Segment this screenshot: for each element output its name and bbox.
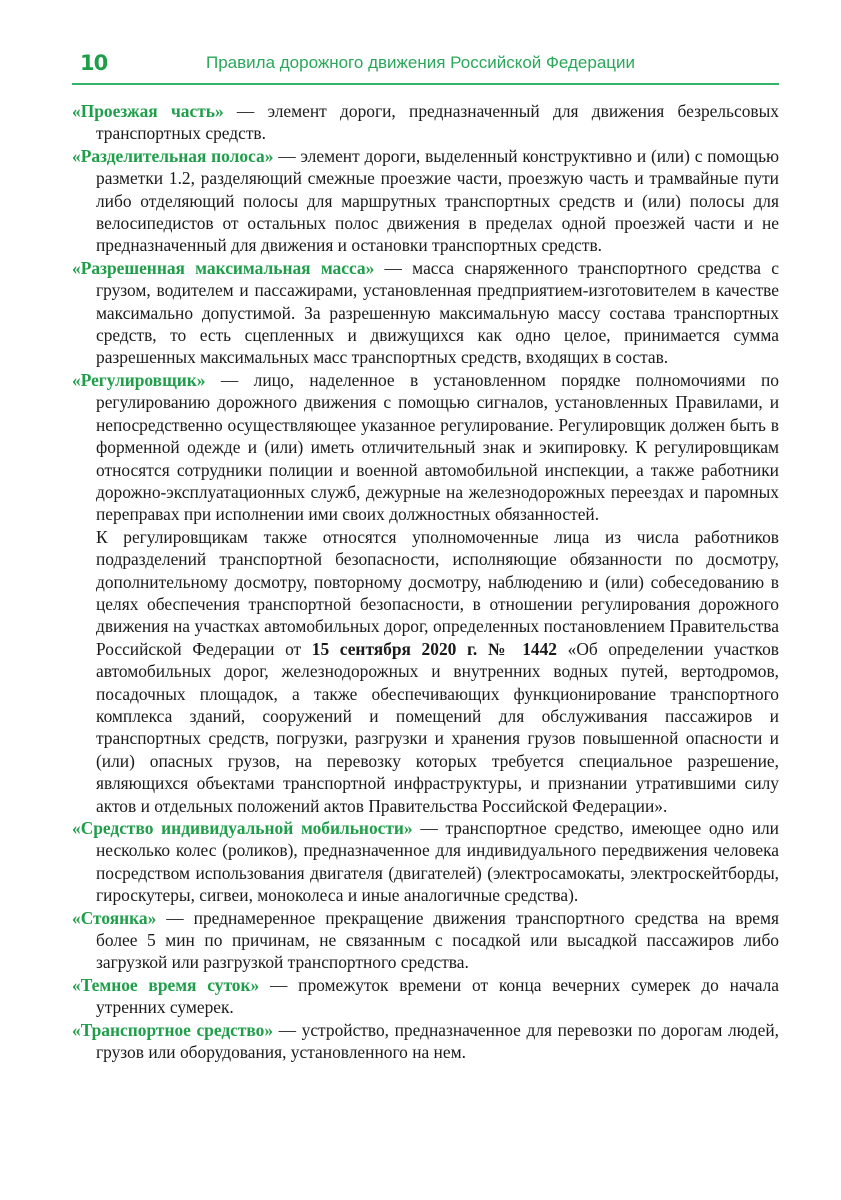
page-number: 10 xyxy=(80,51,108,75)
definition-parking xyxy=(72,907,779,974)
definition-vehicle xyxy=(72,1019,779,1064)
term: «Разрешенная максимальная масса» xyxy=(72,257,375,278)
definition-text: К регулировщикам также относятся уполномоченные лица из числа работников подразделений транспортной безопасности, исполняющие обязанности по досмотру, дополнительному досмотру, повторному досмотру, наблюдению и (или) собеседованию в целях обеспечения транспортной безопасности, в отношении регулирования дорожного движения на участках автомобильных дорог, определенных постановлением Правительства Российской Федерации от xyxy=(96,526,779,659)
definition-traffic-controller-continued xyxy=(72,526,779,817)
term: «Регулировщик» xyxy=(72,369,206,390)
definition-traffic-controller xyxy=(72,369,779,526)
definition-text: — элемент дороги, предназначенный для движения безрельсовых транспортных средств. xyxy=(96,101,779,144)
term: «Средство индивидуальной мобильности» xyxy=(72,818,413,838)
term: «Разделительная полоса» xyxy=(72,145,274,166)
term: «Транспортное средство» xyxy=(72,1019,274,1040)
definition-text: — устройство, предназначенное для перевозки по дорогам людей, грузов или оборудования, установленного на нем. xyxy=(96,1019,780,1063)
definition-roadway xyxy=(72,100,779,145)
term: «Стоянка» xyxy=(72,907,157,928)
definition-personal-mobility xyxy=(72,817,779,907)
definition-night-time xyxy=(72,974,779,1019)
definitions-list xyxy=(72,100,779,1063)
definition-text: «Об определении участков автомобильных дорог, железнодорожных и внутренних водных путей, вертодромов, посадочных площадок, а также обеспечивающих функционирование транспортного комплекса зданий, сооружений и помещений для обслуживания пассажиров и транспортных средств, погрузки, разгрузки и хранения грузов повышенной опасности и (или) опасных грузов, на перевозку которых требуется специальное разрешение, являющихся объектами транспортной инфраструктуры, и признании утратившими силу актов и отдельных положений актов Правительства Российской Федерации». xyxy=(96,638,779,816)
term: «Темное время суток» xyxy=(72,974,260,995)
definition-text: — промежуток времени от конца вечерних сумерек до начала утренних сумерек. xyxy=(96,974,779,1018)
definition-text: — преднамеренное прекращение движения транспортного средства на время более 5 мин по причинам, не связанным с посадкой или высадкой пассажиров либо загрузкой или разгрузкой транспортного средства. xyxy=(96,907,779,973)
page-header xyxy=(72,48,779,88)
definition-dividing-strip xyxy=(72,145,779,257)
definition-text: — транспортное средство, имеющее одно или несколько колес (роликов), предназначенное для индивидуального передвижения человека посредством использования двигателя (двигателей) (электросамокаты, электроскейтборды, гироскутеры, сигвеи, моноколеса и иные аналогичные средства). xyxy=(96,818,779,906)
definition-text: — лицо, наделенное в установленном порядке полномочиями по регулированию дорожного движения с помощью сигналов, установленных Правилами, и непосредственно осуществляющее указанное регулирование. Регулировщик должен быть в форменной одежде и (или) иметь отличительный знак и экипировку. К регулировщикам относятся сотрудники полиции и военной автомобильной инспекции, а также работники дорожно-эксплуатационных служб, дежурные на железнодорожных переездах и паромных переправах при исполнении ими своих должностных обязанностей. xyxy=(96,369,779,525)
definition-text: — масса снаряженного транспортного средства с грузом, водителем и пассажирами, установленная предприятием-изготовителем в качестве максимально допустимой. За разрешенную максимальную массу состава транспортных средств, то есть сцепленных и движущихся как одно целое, принимается сумма разрешенных максимальных масс транспортных средств, входящих в состав. xyxy=(96,257,779,368)
definition-text: — элемент дороги, выделенный конструктивно и (или) с помощью разметки 1.2, разделяющий смежные проезжие части, проезжую часть и трамвайные пути либо отделяющий полосы для маршрутных транспортных средств и (или) полосы для велосипедистов от остальных полос движения в пределах одной проезжей части и не предназначенный для движения и остановки транспортных средств. xyxy=(96,145,779,256)
definition-max-mass xyxy=(72,257,779,369)
header-rule xyxy=(72,83,779,85)
term: «Проезжая часть» xyxy=(72,101,224,121)
decree-date: 15 сентября 2020 г. № 1442 xyxy=(311,638,558,659)
running-title: Правила дорожного движения Российской Федерации xyxy=(206,53,636,72)
